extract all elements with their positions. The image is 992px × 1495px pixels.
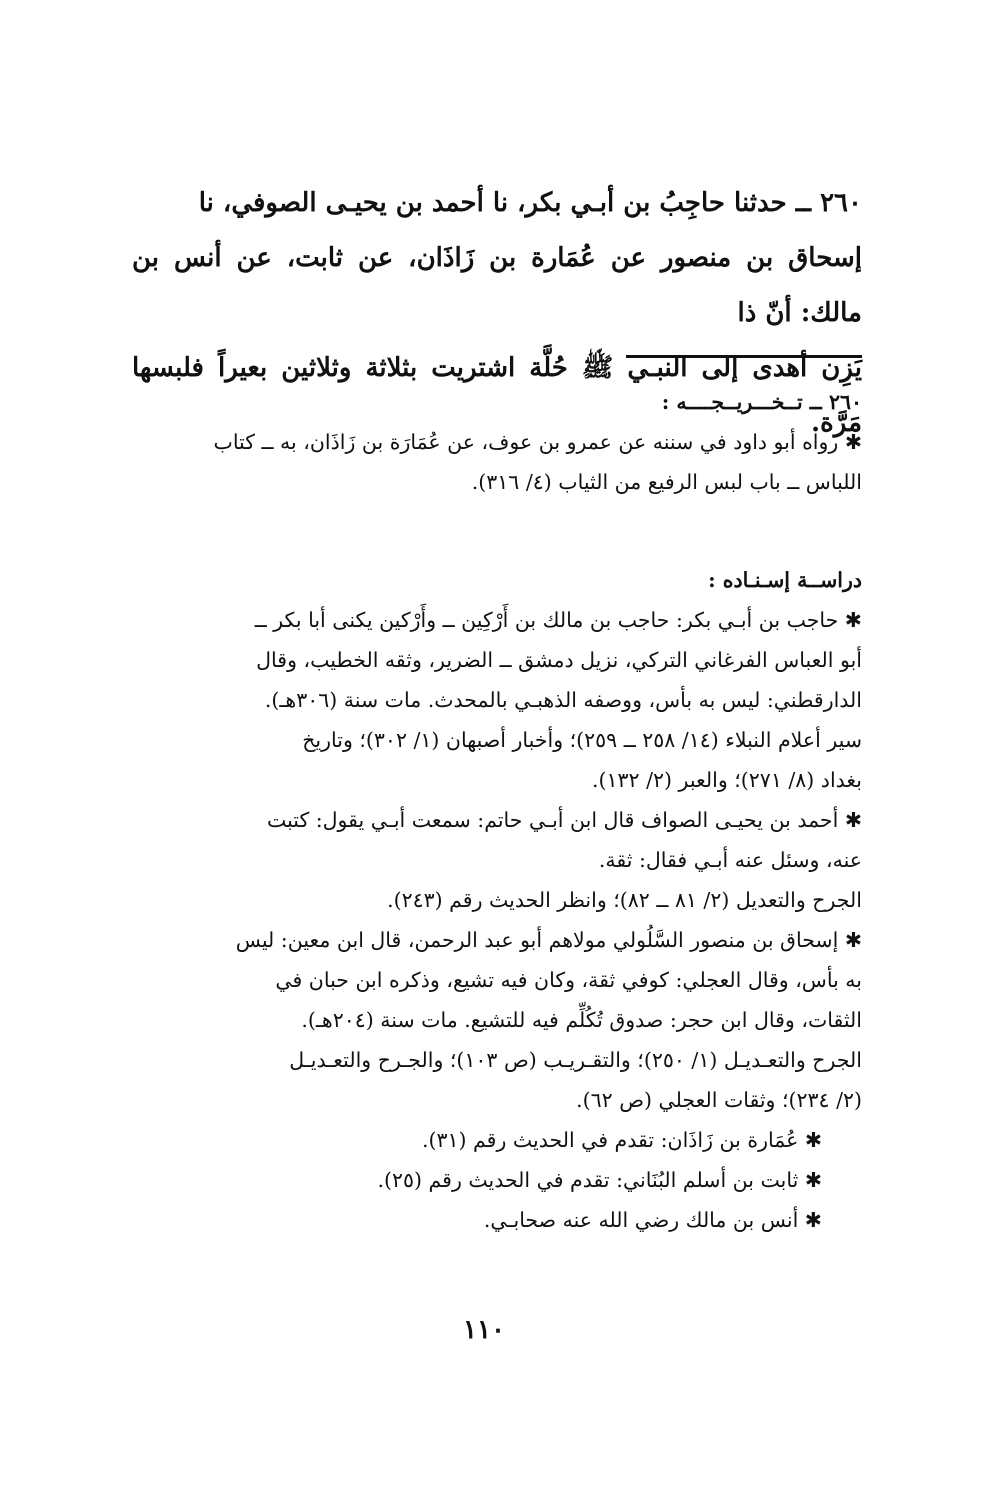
takhrij-heading: ٢٦٠ ــ تــخـــريــجــــه : xyxy=(661,390,862,414)
narrator-umara: ✱ عُمَارة بن زَاذَان: تقدم في الحديث رقم (٣١). xyxy=(421,1128,822,1152)
section-gap xyxy=(130,502,862,560)
isnad-heading: دراســة إسـنـاده : xyxy=(708,568,862,592)
hadith-line: ٢٦٠ ــ حدثنا حاجِبُ بن أبـي بكر، نا أحمد بن يحيـى الصوفي، نا xyxy=(198,188,862,218)
takhrij-line: ✱ رواه أبو داود في سننه عن عمرو بن عوف، عن عُمَارَة بن زَاذَان، به ــ كتاب xyxy=(213,430,862,454)
narrator-anas: ✱ أنس بن مالك رضي الله عنه صحابـي. xyxy=(483,1208,822,1232)
narrator-hajib: أبو العباس الفرغاني التركي، نزيل دمشق ــ الضرير، وثقه الخطيب، وقال xyxy=(256,648,862,672)
page-number: ١١٠ xyxy=(463,1315,505,1345)
narrator-thabit: ✱ ثابت بن أسلم البُنَاني: تقدم في الحديث رقم (٢٥). xyxy=(377,1168,822,1192)
hadith-line: إسحاق بن منصور عن عُمَارة بن زَاذَان، عن ثابت، عن أنس بن مالك: أنّ ذا xyxy=(132,243,862,328)
narrator-hajib-sources: بغداد (٨/ ٢٧١)؛ والعبر (٢/ ١٣٢). xyxy=(592,768,862,792)
narrator-ahmad: عنه، وسئل عنه أبـي فقال: ثقة. xyxy=(598,848,862,872)
narrator-ahmad-sources: الجرح والتعديل (٢/ ٨١ ــ ٨٢)؛ وانظر الحديث رقم (٢٤٣). xyxy=(387,888,862,912)
narrator-ishaq-sources: الجرح والتعـديـل (١/ ٢٥٠)؛ والتقـريـب (ص ١٠٣)؛ والجـرح والتعـديـل xyxy=(289,1048,862,1072)
narrator-ishaq-sources: (٢/ ٢٣٤)؛ وثقات العجلي (ص ٦٢). xyxy=(576,1088,862,1112)
narrator-ishaq: الثقات، وقال ابن حجر: صدوق تُكُلِّم فيه للتشيع. مات سنة (٢٠٤هـ). xyxy=(301,1008,862,1032)
narrator-ahmad: ✱ أحمد بن يحيـى الصواف قال ابن أبـي حاتم: سمعت أبـي يقول: كتبت xyxy=(266,808,862,832)
narrator-ishaq: به بأس، وقال العجلي: كوفي ثقة، وكان فيه تشيع، وذكره ابن حبان في xyxy=(275,968,862,992)
footnote-separator xyxy=(626,355,862,358)
hadith-line: يَزِن أهدى إلى النبـي ﷺ حُلَّة اشتريت بثلاثة وثلاثين بعيراً فلبسها مَرَّة. xyxy=(132,353,862,438)
footnotes xyxy=(130,382,862,1240)
narrator-hajib: الدارقطني: ليس به بأس، ووصفه الذهبـي بالمحدث. مات سنة (٣٠٦هـ). xyxy=(264,688,862,712)
takhrij-line: اللباس ــ باب لبس الرفيع من الثياب (٤/ ٣١٦). xyxy=(471,470,862,494)
narrator-hajib: ✱ حاجب بن أبـي بكر: حاجب بن مالك بن أَرْكِين ــ وأَرْكين يكنى أبا بكر ــ xyxy=(254,608,862,632)
narrator-ishaq: ✱ إسحاق بن منصور السَّلُولي مولاهم أبو عبد الرحمن، قال ابن معين: ليس xyxy=(235,928,862,952)
narrator-hajib-sources: سير أعلام النبلاء (١٤/ ٢٥٨ ــ ٢٥٩)؛ وأخبار أصبهان (١/ ٣٠٢)؛ وتاريخ xyxy=(302,728,862,752)
